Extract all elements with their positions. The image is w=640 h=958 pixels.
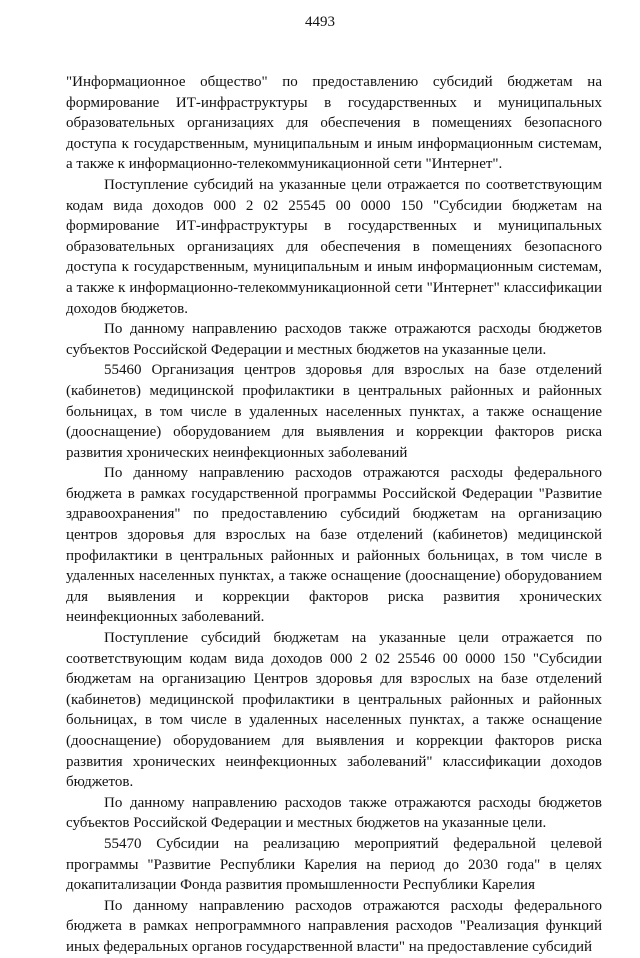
paragraph: 55460 Организация центров здоровья для взрослых на базе отделений (кабинетов) медицинской профилактики в центральных районных и районных больницах, в том числе в удаленных населенных пунктах, а также оснащение (дооснащение) оборудованием для выявления и коррекции факторов риска развития хронических неинфекционных заболеваний bbox=[66, 362, 602, 461]
paragraph: "Информационное общество" по предоставлению субсидий бюджетам на формирование ИТ-инфраструктуры в государственных и муниципальных образовательных организациях для обеспечения в помещениях безопасного доступа к государственным, муниципальным и иным информационным системам, а также к информационно-телекоммуникационной сети "Интернет". bbox=[66, 74, 602, 173]
paragraph: Поступление субсидий бюджетам на указанные цели отражается по соответствующим кодам вида доходов 000 2 02 25546 00 0000 150 "Субсидии бюджетам на организацию Центров здоровья для взрослых на базе отделений (кабинетов) медицинской профилактики в центральных районных и районных больницах, в том числе в удаленных населенных пунктах, а также оснащение (дооснащение) оборудованием для выявления и коррекции факторов риска развития хронических неинфекционных заболеваний" классификации доходов бюджетов. bbox=[66, 630, 602, 791]
paragraph: По данному направлению расходов отражаются расходы федерального бюджета в рамках непрограммного направления расходов "Реализация функций иных федеральных органов государственной власти" на предоставление субсидий bbox=[66, 897, 602, 955]
paragraph: По данному направлению расходов также отражаются расходы бюджетов субъектов Российской Федерации и местных бюджетов на указанные цели. bbox=[66, 794, 602, 832]
page-number: 4493 bbox=[305, 14, 335, 30]
document-body bbox=[66, 72, 602, 958]
paragraph: Поступление субсидий на указанные цели отражается по соответствующим кодам вида доходов 000 2 02 25545 00 0000 150 "Субсидии бюджетам на формирование ИТ-инфраструктуры в государственных и муниципальных образовательных организациях для обеспечения в помещениях безопасного доступа к государственным, муниципальным и иным информационным системам, а также к информационно-телекоммуникационной сети "Интернет" классификации доходов бюджетов. bbox=[66, 176, 602, 317]
paragraph: По данному направлению расходов отражаются расходы федерального бюджета в рамках государственной программы Российской Федерации "Развитие здравоохранения" по предоставлению субсидий бюджетам на организацию центров здоровья для взрослых на базе отделений (кабинетов) медицинской профилактики в центральных районных и районных больницах, в том числе в удаленных населенных пунктах, а также оснащение (дооснащение) оборудованием для выявления и коррекции факторов риска развития хронических неинфекционных заболеваний. bbox=[66, 465, 602, 626]
paragraph: 55470 Субсидии на реализацию мероприятий федеральной целевой программы "Развитие Республики Карелия на период до 2030 года" в целях докапитализации Фонда развития промышленности Республики Карелия bbox=[66, 835, 602, 894]
paragraph: По данному направлению расходов также отражаются расходы бюджетов субъектов Российской Федерации и местных бюджетов на указанные цели. bbox=[66, 321, 602, 358]
